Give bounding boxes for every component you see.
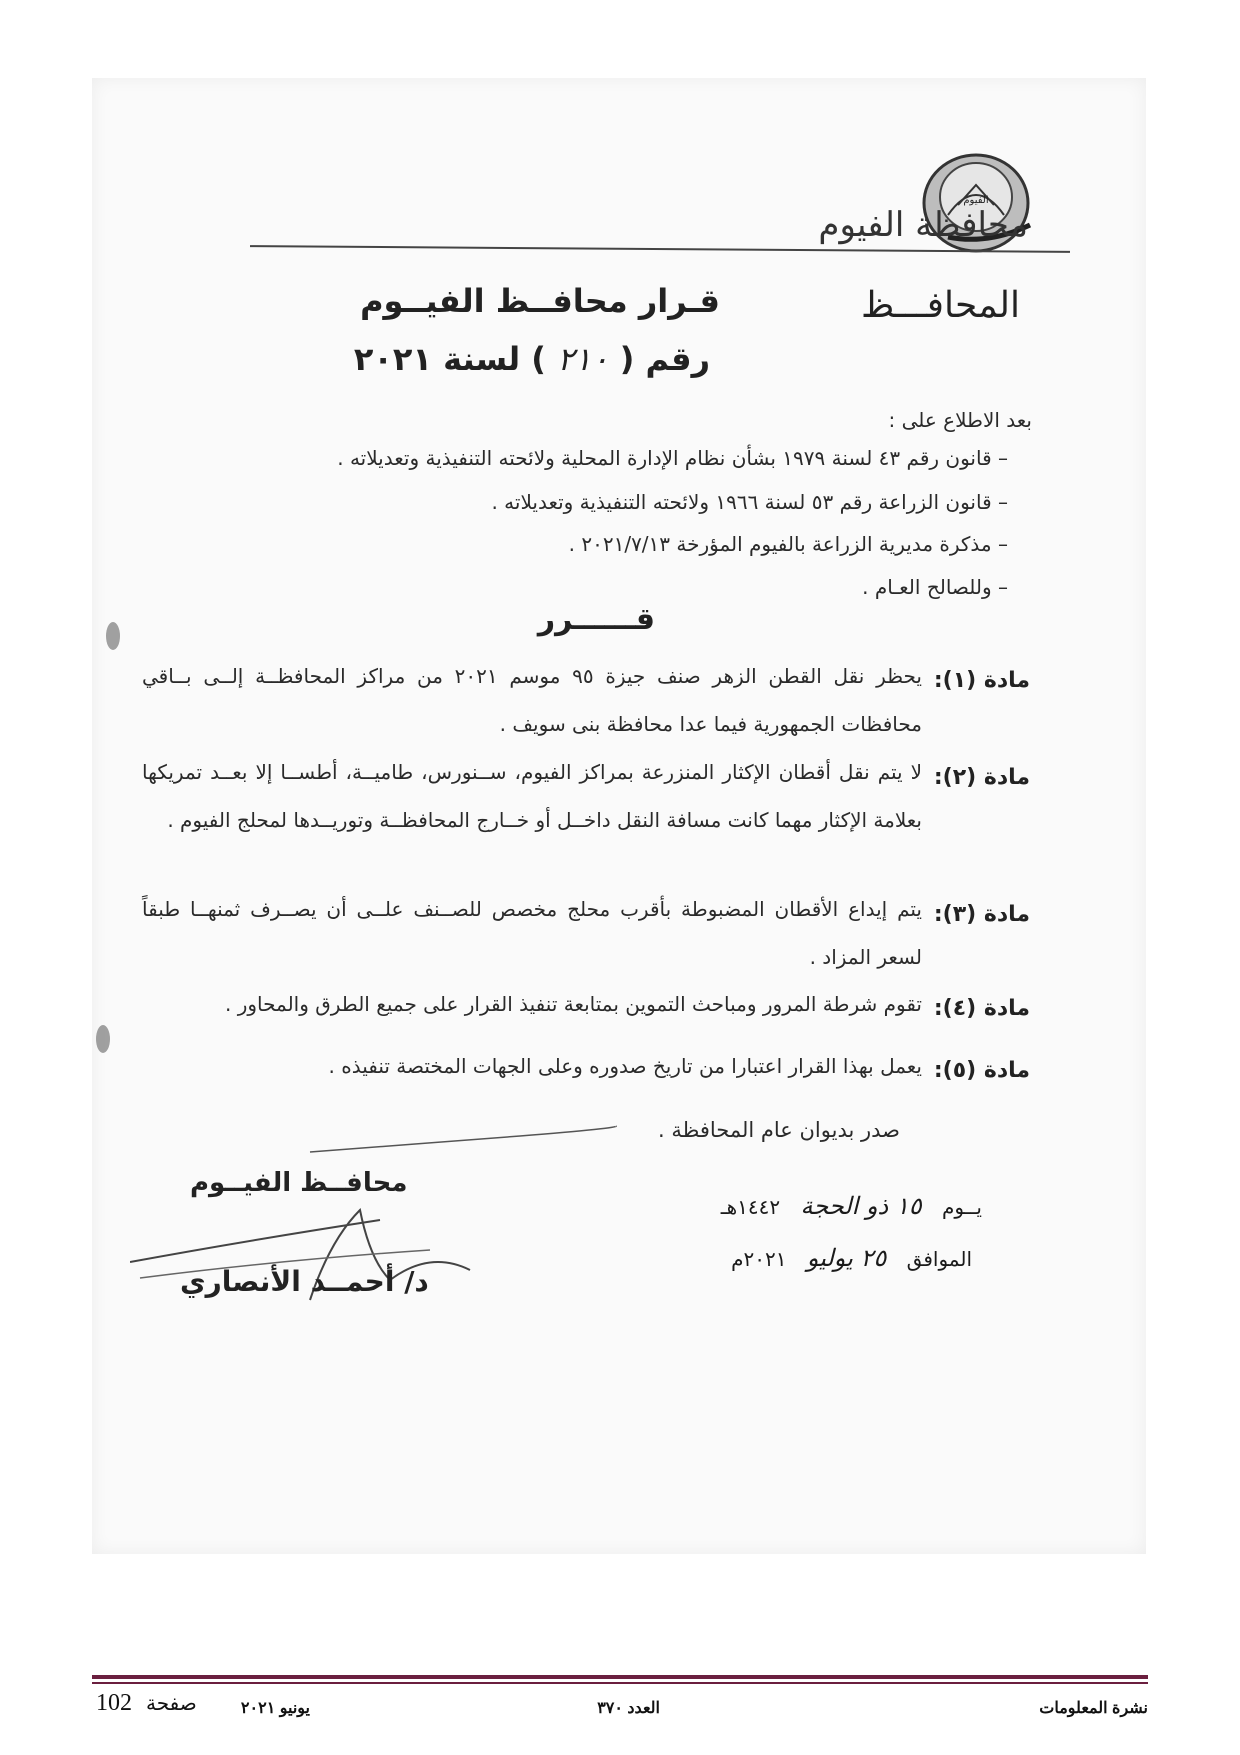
preamble-item: – مذكرة مديرية الزراعة بالفيوم المؤرخة ٢٠٢١/٧/١٣ . xyxy=(568,532,1008,556)
gregorian-date-line xyxy=(731,1244,972,1272)
gregorian-year: ٢٠٢١م xyxy=(731,1247,787,1271)
preamble-item: – قانون رقم ٤٣ لسنة ١٩٧٩ بشأن نظام الإدارة المحلية ولائحته التنفيذية وتعديلاته . xyxy=(337,446,1008,470)
footer-date: يونيو ٢٠٢١ xyxy=(240,1700,310,1717)
decision-number-prefix: رقم ( xyxy=(619,340,710,378)
footer-divider xyxy=(92,1675,1148,1679)
article-label: مادة (٣): xyxy=(933,902,1030,927)
hijri-year: ١٤٤٢هـ xyxy=(720,1195,781,1219)
issued-at: صدر بديوان عام المحافظة . xyxy=(658,1118,900,1142)
footer-issue: العدد ٣٧٠ xyxy=(597,1700,660,1717)
hijri-date-line xyxy=(721,1192,982,1220)
article-text: تقوم شرطة المرور ومباحث التموين بمتابعة تنفيذ القرار على جميع الطرق والمحاور . xyxy=(224,992,922,1016)
footer-divider-thin xyxy=(92,1682,1148,1684)
page-number: 102 xyxy=(96,1690,132,1716)
decision-title: قـرار محافــظ الفيــوم xyxy=(360,282,720,320)
page-label: صفحة xyxy=(146,1693,197,1715)
gregorian-date-handwritten: ٢٥ يوليو xyxy=(806,1244,887,1272)
seal-label: الفيوم xyxy=(963,195,989,206)
article-text: يحظر نقل القطن الزهر صنف جيزة ٩٥ موسم ٢٠٢١ من مراكز المحافظــة إلــى بــاقي محافظات الجمهورية فيما عدا محافظة بنى سويف . xyxy=(142,664,922,736)
corresponding-label: الموافق xyxy=(906,1247,972,1271)
article-label: مادة (٤): xyxy=(933,996,1030,1021)
preamble-intro: بعد الاطلاع على : xyxy=(888,408,1032,432)
footer-publication: نشرة المعلومات xyxy=(1039,1700,1148,1717)
decision-number-handwritten: ٢١٠ xyxy=(557,340,609,378)
article-text: يتم إيداع الأقطان المضبوطة بأقرب محلج مخصص للصــنف علــى أن يصــرف ثمنهــا طبقاً لسعر المزاد . xyxy=(142,897,922,969)
article-label: مادة (٥): xyxy=(933,1058,1030,1083)
article-label: مادة (١): xyxy=(933,668,1030,693)
punch-hole xyxy=(106,622,120,650)
decision-number-suffix: ) لسنة ٢٠٢١ xyxy=(353,340,546,378)
hijri-date-handwritten: ١٥ ذو الحجة xyxy=(800,1192,922,1220)
preamble-item: – قانون الزراعة رقم ٥٣ لسنة ١٩٦٦ ولائحته التنفيذية وتعديلاته . xyxy=(491,490,1008,514)
footer-page xyxy=(96,1690,197,1717)
decision-number xyxy=(354,340,710,378)
signature-title: محافــظ الفيــوم xyxy=(190,1168,408,1198)
article-text: لا يتم نقل أقطان الإكثار المنزرعة بمراكز الفيوم، ســنورس، طاميــة، أطســا إلا بعــد تمريكها بعلامة الإكثار مهما كانت مسافة النقل داخــل أو خــارج المحافظــة وتوريــدها لمحلج الفيوم . xyxy=(142,760,922,832)
article-label: مادة (٢): xyxy=(933,765,1030,790)
day-label: يــوم xyxy=(942,1195,982,1219)
preamble-item: – وللصالح العـام . xyxy=(862,575,1008,599)
governor-side-title: المحافـــظ xyxy=(860,285,1020,326)
punch-hole xyxy=(96,1025,110,1053)
signatory-name: د/ أحمــد الأنصاري xyxy=(180,1265,429,1298)
issued-line-stroke xyxy=(300,1118,620,1158)
article-text: يعمل بهذا القرار اعتبارا من تاريخ صدوره وعلى الجهات المختصة تنفيذه . xyxy=(328,1054,922,1078)
decision-heading: قــــــرر xyxy=(537,602,655,637)
governorate-header: محافظة الفيوم xyxy=(818,205,1028,245)
